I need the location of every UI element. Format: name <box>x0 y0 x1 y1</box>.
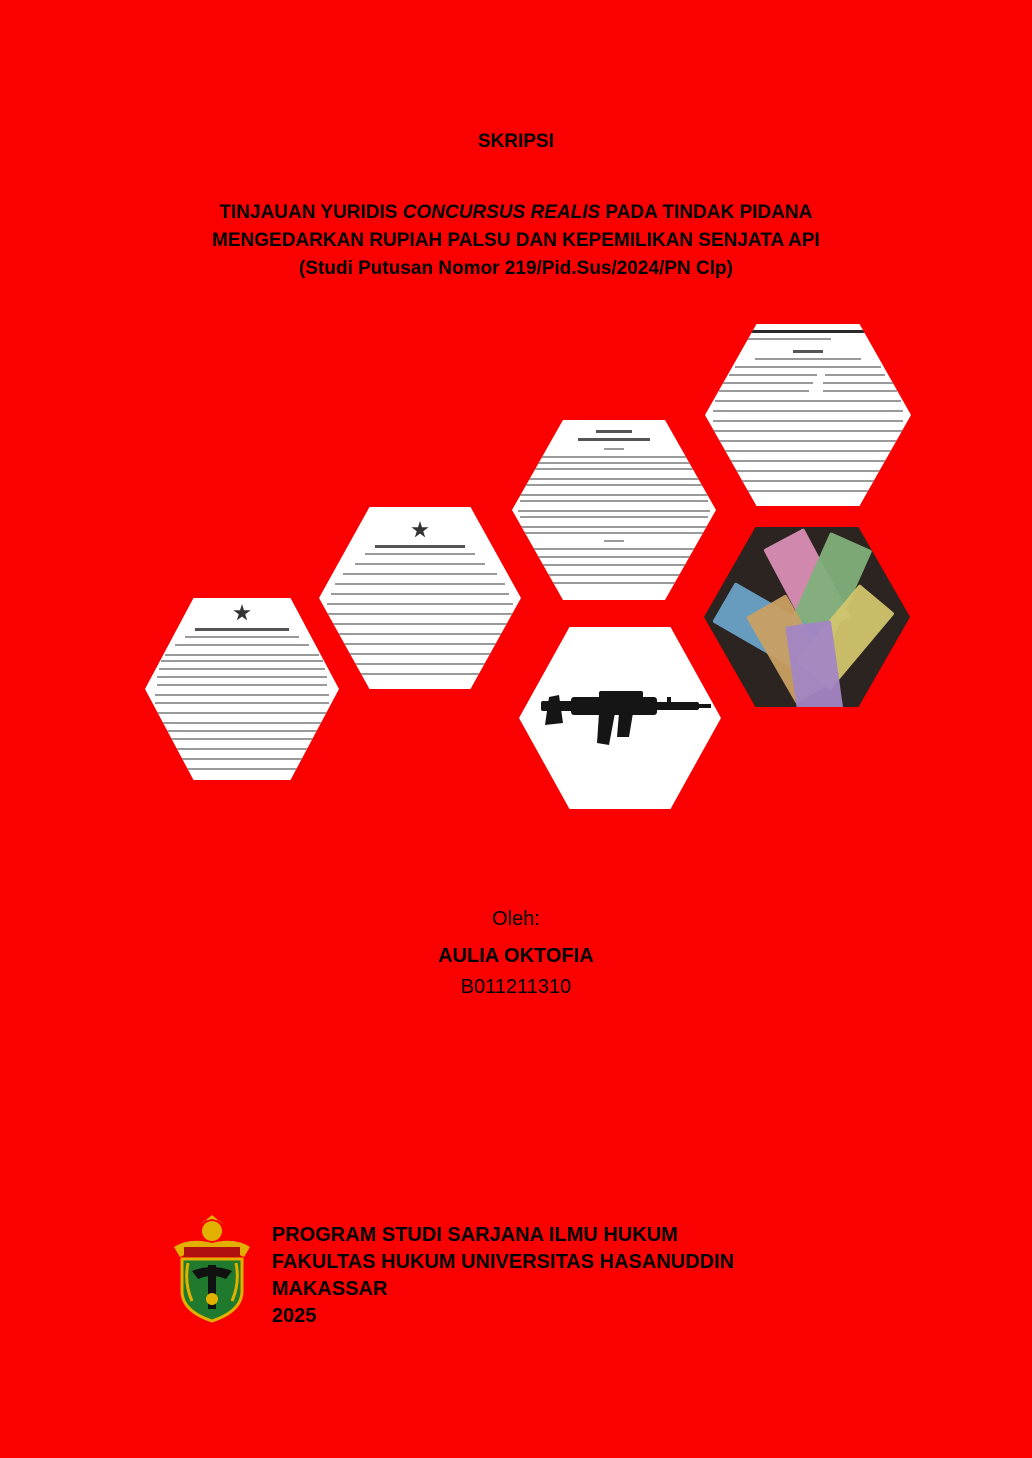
thesis-title <box>0 199 1032 283</box>
title-line-2: MENGEDARKAN RUPIAH PALSU DAN KEPEMILIKAN SENJATA API <box>212 230 820 251</box>
rifle-image <box>519 627 721 809</box>
law-document-image-1 <box>145 598 339 780</box>
rupiah-banknotes-image <box>704 527 910 707</box>
law-document-image-2 <box>319 507 521 689</box>
faculty-info <box>272 1222 734 1330</box>
program-line: PROGRAM STUDI SARJANA ILMU HUKUM <box>272 1224 678 1246</box>
author-name: AULIA OKTOFIA <box>438 945 594 967</box>
by-label: Oleh: <box>492 908 540 930</box>
title-line-1: TINJAUAN YURIDIS CONCURSUS REALIS PADA TINDAK PIDANA <box>219 202 813 223</box>
university-logo-icon <box>170 1213 254 1325</box>
faculty-line: FAKULTAS HUKUM UNIVERSITAS HASANUDDIN <box>272 1251 735 1273</box>
court-decision-image <box>705 324 911 506</box>
student-id: B011211310 <box>460 976 572 998</box>
criminal-code-page-image <box>512 420 716 600</box>
rifle-icon <box>519 627 721 809</box>
garuda-emblem-icon <box>411 521 429 539</box>
year-line: 2025 <box>272 1305 317 1327</box>
title-line-3: (Studi Putusan Nomor 219/Pid.Sus/2024/PN Clp) <box>299 258 733 279</box>
city-line: MAKASSAR <box>272 1278 388 1300</box>
garuda-emblem-icon <box>233 604 251 622</box>
document-type-label: SKRIPSI <box>477 131 555 152</box>
